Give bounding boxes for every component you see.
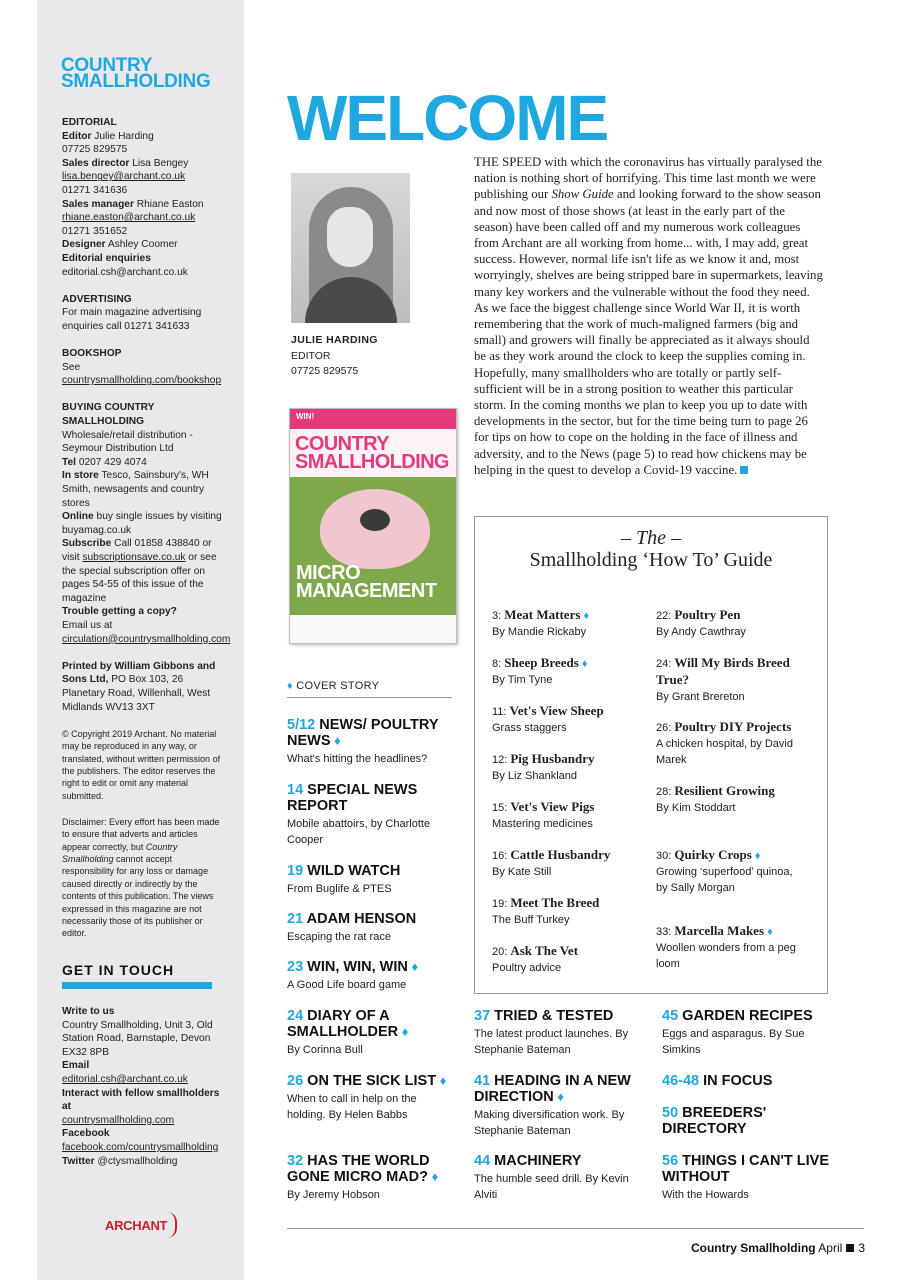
guide-item-page: 12: (492, 754, 508, 766)
contents-item-page: 50 (662, 1105, 679, 1121)
guide-item[interactable] (656, 847, 806, 896)
contents-item-heading (287, 1008, 457, 1040)
sales-director-phone: 01271 341636 (62, 184, 128, 196)
cover-win-label: WIN! (296, 412, 315, 421)
get-in-touch-heading: GET IN TOUCH (62, 962, 175, 978)
tel-value: 0207 429 4074 (78, 456, 147, 468)
sales-manager-name: Rhiane Easton (136, 198, 204, 210)
contents-item-title: IN FOCUS (703, 1073, 773, 1089)
editorial-heading: EDITORIAL (62, 117, 117, 128)
cover-mast-line-2: SMALLHOLDING (295, 451, 449, 473)
contents-item-heading (287, 911, 457, 927)
guide-item-page: 11: (492, 706, 507, 718)
contents-item-description: When to call in help on the holding. By Helen Babbs (287, 1093, 417, 1121)
designer-name: Ashley Coomer (107, 239, 178, 251)
contents-item-title: WIN, WIN, WIN (307, 959, 408, 975)
cover-story-diamond-icon: ♦ (398, 1024, 409, 1039)
tel-label: Tel (62, 456, 76, 468)
footer-month: April (818, 1241, 843, 1255)
cover-story-key (287, 680, 379, 692)
disclaimer-pre: Disclaimer: Every effort has been made to ensure that adverts and articles appear correctly, but (62, 816, 220, 852)
advertising-text: For main magazine advertising enquiries call 01271 341633 (62, 307, 202, 332)
contents-item-title: DIARY OF A SMALLHOLDER (287, 1008, 399, 1040)
cover-thumbnail[interactable] (289, 408, 457, 644)
cover-top-band (290, 409, 456, 429)
cover-story-diamond-icon: ♦ (436, 1073, 447, 1088)
guide-item-page: 26: (656, 722, 672, 734)
sales-manager-label: Sales manager (62, 198, 134, 210)
buying-text: Wholesale/retail distribution - Seymour Distribution Ltd (62, 429, 193, 455)
cover-masthead (290, 429, 456, 477)
contents-item-page: 23 (287, 959, 304, 975)
twitter-handle: @ctysmallholding (97, 1155, 178, 1167)
guide-item-title: Vet's View Pigs (510, 799, 595, 814)
contents-item-description: A Good Life board game (287, 979, 407, 991)
editor-letter-part-1: THE SPEED with which the coronavirus has virtually paralysed the nation is nothing short of horrifying. This time last month we were publishing our (474, 155, 822, 202)
sales-director-email-link[interactable]: lisa.bengey@archant.co.uk (62, 171, 186, 183)
guide-item[interactable] (656, 719, 806, 768)
guide-item-subtitle: A chicken hospital, by David Marek (656, 738, 793, 766)
sales-director-label: Sales director (62, 157, 130, 169)
contents-item-description: The latest product launches. By Stephanie Bateman (474, 1028, 629, 1056)
guide-item[interactable] (656, 783, 806, 816)
guide-item-title: Meat Matters (504, 607, 581, 622)
contents-item-description: From Buglife & PTES (287, 883, 392, 895)
guide-the: – The – (621, 527, 681, 549)
contents-item-title: BREEDERS' DIRECTORY (662, 1105, 767, 1137)
guide-item-title: Pig Husbandry (510, 751, 595, 766)
enquiries-email: editorial.csh@archant.co.uk (62, 266, 188, 278)
guide-item-subtitle: Grass staggers (492, 722, 567, 734)
contents-item-page: 37 (474, 1008, 491, 1024)
contents-item-heading (287, 717, 457, 749)
contents-item-page: 32 (287, 1153, 304, 1169)
cover-story-diamond-icon: ♦ (764, 926, 773, 938)
bookshop-pre: See (62, 361, 81, 373)
advertising-heading: ADVERTISING (62, 293, 132, 305)
printer-label: Printed by William Gibbons and Sons Ltd, (62, 660, 216, 686)
enquiries-label: Editorial enquiries (62, 252, 151, 264)
guide-item-page: 16: (492, 850, 508, 862)
editor-name: Julie Harding (94, 130, 154, 142)
guide-item-title: Poultry Pen (674, 607, 741, 622)
contents-item-title: HEADING IN A NEW DIRECTION (474, 1073, 631, 1105)
get-in-touch-bar (62, 982, 212, 989)
guide-title: Smallholding ‘How To’ Guide (529, 549, 773, 571)
contents-item-heading (287, 959, 457, 975)
guide-item-subtitle: By Liz Shankland (492, 770, 577, 782)
bookshop-block (62, 347, 222, 388)
contents-item-heading (474, 1008, 644, 1024)
designer-label: Designer (62, 239, 106, 251)
guide-item-title: Cattle Husbandry (510, 847, 611, 862)
contents-item-page: 41 (474, 1073, 491, 1089)
editorial-block (62, 116, 222, 279)
printer-block (62, 660, 222, 714)
contents-item-heading (662, 1008, 842, 1024)
contents-item-description: Escaping the rat race (287, 931, 391, 943)
contents-item-description: Eggs and asparagus. By Sue Simkins (662, 1028, 805, 1056)
contents-item-page: 21 (287, 911, 304, 927)
guide-item-page: 20: (492, 946, 508, 958)
subscribe-label: Subscribe (62, 538, 112, 550)
cover-headline-line-1: MICRO (296, 562, 361, 584)
guide-item-subtitle: By Andy Cawthray (656, 626, 746, 638)
twitter-label: Twitter (62, 1155, 95, 1167)
contents-item-description: By Jeremy Hobson (287, 1189, 380, 1201)
sales-manager-phone: 01271 351652 (62, 225, 128, 237)
contents-item-description: What's hitting the headlines? (287, 753, 428, 765)
write-label: Write to us (62, 1006, 115, 1017)
guide-item-page: 28: (656, 786, 672, 798)
cover-story-diamond-icon: ♦ (751, 850, 761, 862)
guide-item-page: 24: (656, 658, 672, 670)
contents-item[interactable] (662, 1153, 842, 1203)
editor-caption-role: EDITOR (291, 349, 331, 362)
circulation-email-link[interactable]: circulation@countrysmallholding.com (62, 633, 231, 645)
editor-phone: 07725 829575 (62, 144, 128, 156)
cover-story-diamond-icon: ♦ (580, 610, 590, 622)
contents-item-heading (662, 1073, 842, 1089)
cover-pig-spot (360, 509, 390, 531)
cover-headline-line-2: MANAGEMENT (296, 580, 437, 602)
contents-item-title: ADAM HENSON (306, 911, 417, 927)
contact-details (62, 1005, 227, 1168)
online-label: Online (62, 511, 94, 523)
contents-item-page: 19 (287, 863, 304, 879)
contents-item-title: GARDEN RECIPES (682, 1008, 813, 1024)
guide-item[interactable] (656, 923, 806, 972)
guide-item[interactable] (492, 607, 652, 640)
disclaimer-italic: Country Smallholding (62, 841, 178, 864)
contents-item[interactable] (474, 1153, 634, 1203)
guide-item[interactable] (656, 655, 806, 705)
disclaimer-post: cannot accept responsibility for any loss or damage caused directly or indirectly by the contents of this publication. The views expressed in this magazine are not necessarily those of its publisher or editor. (62, 853, 214, 939)
guide-item-title: Resilient Growing (674, 783, 775, 798)
editor-letter-italic: Show Guide (551, 187, 614, 202)
trouble-pre: Email us at (62, 619, 113, 631)
footer-square-icon (846, 1244, 854, 1252)
guide-item-title: Meet The Breed (510, 895, 600, 910)
archant-bracket-icon (167, 1212, 177, 1238)
contact-email-link[interactable]: editorial.csh@archant.co.uk (62, 1073, 188, 1085)
subscribe-pre: Call 01858 438840 or visit (62, 538, 212, 563)
contents-item[interactable] (662, 1105, 842, 1137)
guide-item[interactable] (656, 607, 806, 640)
guide-item[interactable] (492, 847, 652, 880)
magazine-logo (61, 55, 211, 92)
sales-director-name: Lisa Bengey (132, 157, 189, 169)
contents-item-page: 46-48 (662, 1073, 700, 1089)
contents-item-heading (287, 1073, 457, 1089)
contents-item-title: WILD WATCH (307, 863, 401, 879)
cover-story-diamond-icon: ♦ (330, 733, 341, 748)
bookshop-heading: BOOKSHOP (62, 348, 122, 360)
guide-item-title: Quirky Crops (674, 847, 752, 862)
guide-item[interactable] (492, 703, 652, 736)
facebook-link[interactable]: facebook.com/countrysmallholding (62, 1141, 219, 1153)
subscribe-post: or see the special subscription offer on pages 54-55 of this issue of the magazine (62, 552, 217, 604)
contents-item-title: TRIED & TESTED (494, 1008, 614, 1024)
contents-item-page: 24 (287, 1008, 304, 1024)
contents-item[interactable] (474, 1073, 634, 1139)
guide-item-title: Poultry DIY Projects (674, 719, 792, 734)
contents-item-description: Making diversification work. By Stephanie Bateman (474, 1109, 625, 1137)
contents-item[interactable] (287, 1073, 457, 1123)
contents-item-title: ON THE SICK LIST (307, 1073, 437, 1089)
guide-item-subtitle: By Grant Brereton (656, 691, 745, 703)
cover-mast-line-1: COUNTRY (295, 433, 389, 455)
contents-item-title: SPECIAL NEWS REPORT (287, 782, 418, 814)
guide-item-subtitle: Growing ‘superfood’ quinoa, by Sally Morgan (656, 866, 793, 894)
contents-item[interactable] (287, 959, 457, 993)
contents-item-description: The humble seed drill. By Kevin Alviti (474, 1173, 629, 1201)
contents-item[interactable] (662, 1073, 842, 1089)
contents-item-heading (474, 1153, 634, 1169)
cover-story-diamond-icon: ♦ (553, 1089, 564, 1104)
cover-story-diamond-icon: ♦ (578, 658, 588, 670)
contents-item-page: 26 (287, 1073, 304, 1089)
instore-value: Tesco, Sainsbury's, WH Smith, newsagents and country stores (62, 470, 209, 509)
buying-block (62, 401, 231, 646)
masthead-details (62, 116, 231, 953)
guide-item-subtitle: The Buff Turkey (492, 914, 570, 926)
contents-item[interactable] (287, 863, 457, 897)
how-to-guide-box (474, 516, 828, 994)
contents-item-page: 14 (287, 782, 304, 798)
editor-photo-face (327, 207, 373, 267)
end-mark-icon (740, 466, 748, 474)
guide-item[interactable] (492, 751, 652, 784)
advertising-block (62, 293, 222, 334)
sales-manager-email-link[interactable]: rhiane.easton@archant.co.uk (62, 212, 196, 224)
contents-item-heading (474, 1073, 634, 1105)
guide-item-page: 19: (492, 898, 508, 910)
contents-item-page: 45 (662, 1008, 679, 1024)
buying-heading: BUYING COUNTRY SMALLHOLDING (62, 402, 155, 428)
guide-item-page: 22: (656, 610, 672, 622)
instore-label: In store (62, 470, 99, 482)
contents-item-page: 56 (662, 1153, 679, 1169)
contents-item-title: HAS THE WORLD GONE MICRO MAD? (287, 1153, 430, 1185)
contents-item-page: 5/12 (287, 717, 316, 733)
guide-item-page: 15: (492, 802, 508, 814)
logo-line-2: SMALLHOLDING (61, 71, 211, 92)
contents-item-heading (287, 1153, 462, 1185)
footer-rule (287, 1228, 864, 1229)
editor-photo (291, 173, 410, 323)
guide-item-subtitle: Poultry advice (492, 962, 562, 974)
copyright-notice: © Copyright 2019 Archant. No material may be reproduced in any way, or translated, without written permission of the publishers. The editor reserves the right to edit or omit any material submitted. (62, 728, 221, 801)
subscribe-link[interactable]: subscriptionsave.co.uk (82, 552, 186, 563)
guide-item-page: 30: (656, 850, 672, 862)
editor-caption (291, 333, 378, 380)
contents-item[interactable] (474, 1008, 644, 1058)
guide-item-title: Vet's View Sheep (509, 703, 604, 718)
archant-logo: ARCHANT (105, 1218, 168, 1233)
guide-item-subtitle: By Kate Still (492, 866, 552, 878)
contents-item-title: NEWS/ POULTRY NEWS (287, 717, 439, 749)
editor-caption-phone: 07725 829575 (291, 365, 359, 377)
contents-item-heading (662, 1105, 842, 1137)
guide-item-subtitle: Mastering medicines (492, 818, 593, 830)
cover-story-diamond-icon: ♦ (407, 959, 419, 974)
contents-item[interactable] (287, 1153, 462, 1203)
bookshop-link[interactable]: countrysmallholding.com/bookshop (62, 375, 222, 387)
contents-item[interactable] (287, 911, 457, 945)
footer-page-number: 3 (858, 1241, 865, 1255)
contents-item-description: By Corinna Bull (287, 1044, 363, 1056)
disclaimer-notice (62, 816, 222, 940)
postal-address: Country Smallholding, Unit 3, Old Station Road, Barnstaple, Devon EX32 8PB (62, 1019, 213, 1058)
printer-address: PO Box 103, 26 Planetary Road, Willenhall, West Midlands WV13 3XT (62, 674, 211, 713)
contents-item-description: Mobile abattoirs, by Charlotte Cooper (287, 818, 431, 846)
contents-item[interactable] (662, 1008, 842, 1058)
cover-bottom-strip (290, 615, 456, 643)
contents-item[interactable] (287, 782, 457, 848)
contents-item[interactable] (287, 717, 457, 767)
editor-caption-name: JULIE HARDING (291, 334, 378, 346)
cover-story-label: COVER STORY (296, 680, 380, 692)
cover-headline (296, 564, 437, 600)
footer-magazine: Country Smallholding (690, 1241, 816, 1255)
contents-item-title: MACHINERY (494, 1153, 582, 1169)
guide-item-subtitle: By Kim Stoddart (656, 802, 736, 814)
guide-item-title: Marcella Makes (674, 923, 765, 938)
guide-item-title: Ask The Vet (510, 943, 579, 958)
guide-item[interactable] (492, 943, 652, 976)
contents-item-page: 44 (474, 1153, 491, 1169)
contents-item[interactable] (287, 1008, 457, 1058)
guide-item-page: 3: (492, 610, 502, 622)
cover-story-diamond-icon: ♦ (427, 1169, 439, 1184)
contents-item-description: With the Howards (662, 1189, 749, 1201)
email-label: Email (62, 1060, 90, 1072)
guide-item[interactable] (492, 655, 652, 688)
guide-item-subtitle: By Mandie Rickaby (492, 626, 587, 638)
trouble-label: Trouble getting a copy? (62, 606, 177, 618)
guide-item-subtitle: Woollen wonders from a peg loom (656, 942, 796, 970)
contents-item-heading (287, 782, 457, 814)
guide-item-title: Will My Birds Breed True? (656, 655, 790, 687)
contents-item-title: THINGS I CAN'T LIVE WITHOUT (662, 1153, 830, 1185)
cover-story-rule (287, 697, 452, 698)
page-footer (691, 1241, 865, 1255)
guide-item-page: 33: (656, 926, 672, 938)
facebook-label: Facebook (62, 1128, 110, 1140)
website-link[interactable]: countrysmallholding.com (62, 1114, 175, 1126)
contents-item-heading (287, 863, 457, 879)
contents-item-heading (662, 1153, 842, 1185)
editor-label: Editor (62, 130, 92, 142)
page-title: WELCOME (287, 82, 608, 154)
interact-label: Interact with fellow smallholders at (62, 1087, 220, 1113)
guide-item-page: 8: (492, 658, 502, 670)
editor-letter-part-2: and looking forward to the show season and now most of those shows (at least in the early part of the season) have been called off and my numerous work colleagues from Archant are all working from home... with, I may add, great success. However, normal life isn't life as we know it and, most worryingly, shelves are being stripped bare in supermarkets, leaving many key workers and the vulnerable without the food they need. As we face the biggest challenge since World War II, it is worth remembering that the work of much-maligned farmers (big and small) and growers will finally be appreciated as it always should be as they work around the clock to keep the supplies coming in. Hopefully, many smallholders who are totally or partly self-sufficient will be in a strong position to weather this particular storm. In the coming months we plan to keep you up to date with developments in the sector, but for the time being turn to page 26 for tips on how to cope on the holding in the face of illness and adversity, and to the News (page 5) to read how chickens may be helping in the quest to develop a Covid-19 vaccine. (474, 187, 823, 477)
guide-item-title: Sheep Breeds (504, 655, 579, 670)
editor-letter (474, 154, 824, 478)
guide-item[interactable] (492, 799, 652, 832)
guide-item[interactable] (492, 895, 652, 928)
logo-line-1: COUNTRY (61, 55, 153, 76)
cover-story-diamond-icon: ♦ (287, 680, 293, 692)
online-value: buy single issues by visiting buyamag.co.uk (62, 511, 222, 536)
guide-item-subtitle: By Tim Tyne (492, 674, 553, 686)
masthead-sidebar (37, 0, 244, 1280)
